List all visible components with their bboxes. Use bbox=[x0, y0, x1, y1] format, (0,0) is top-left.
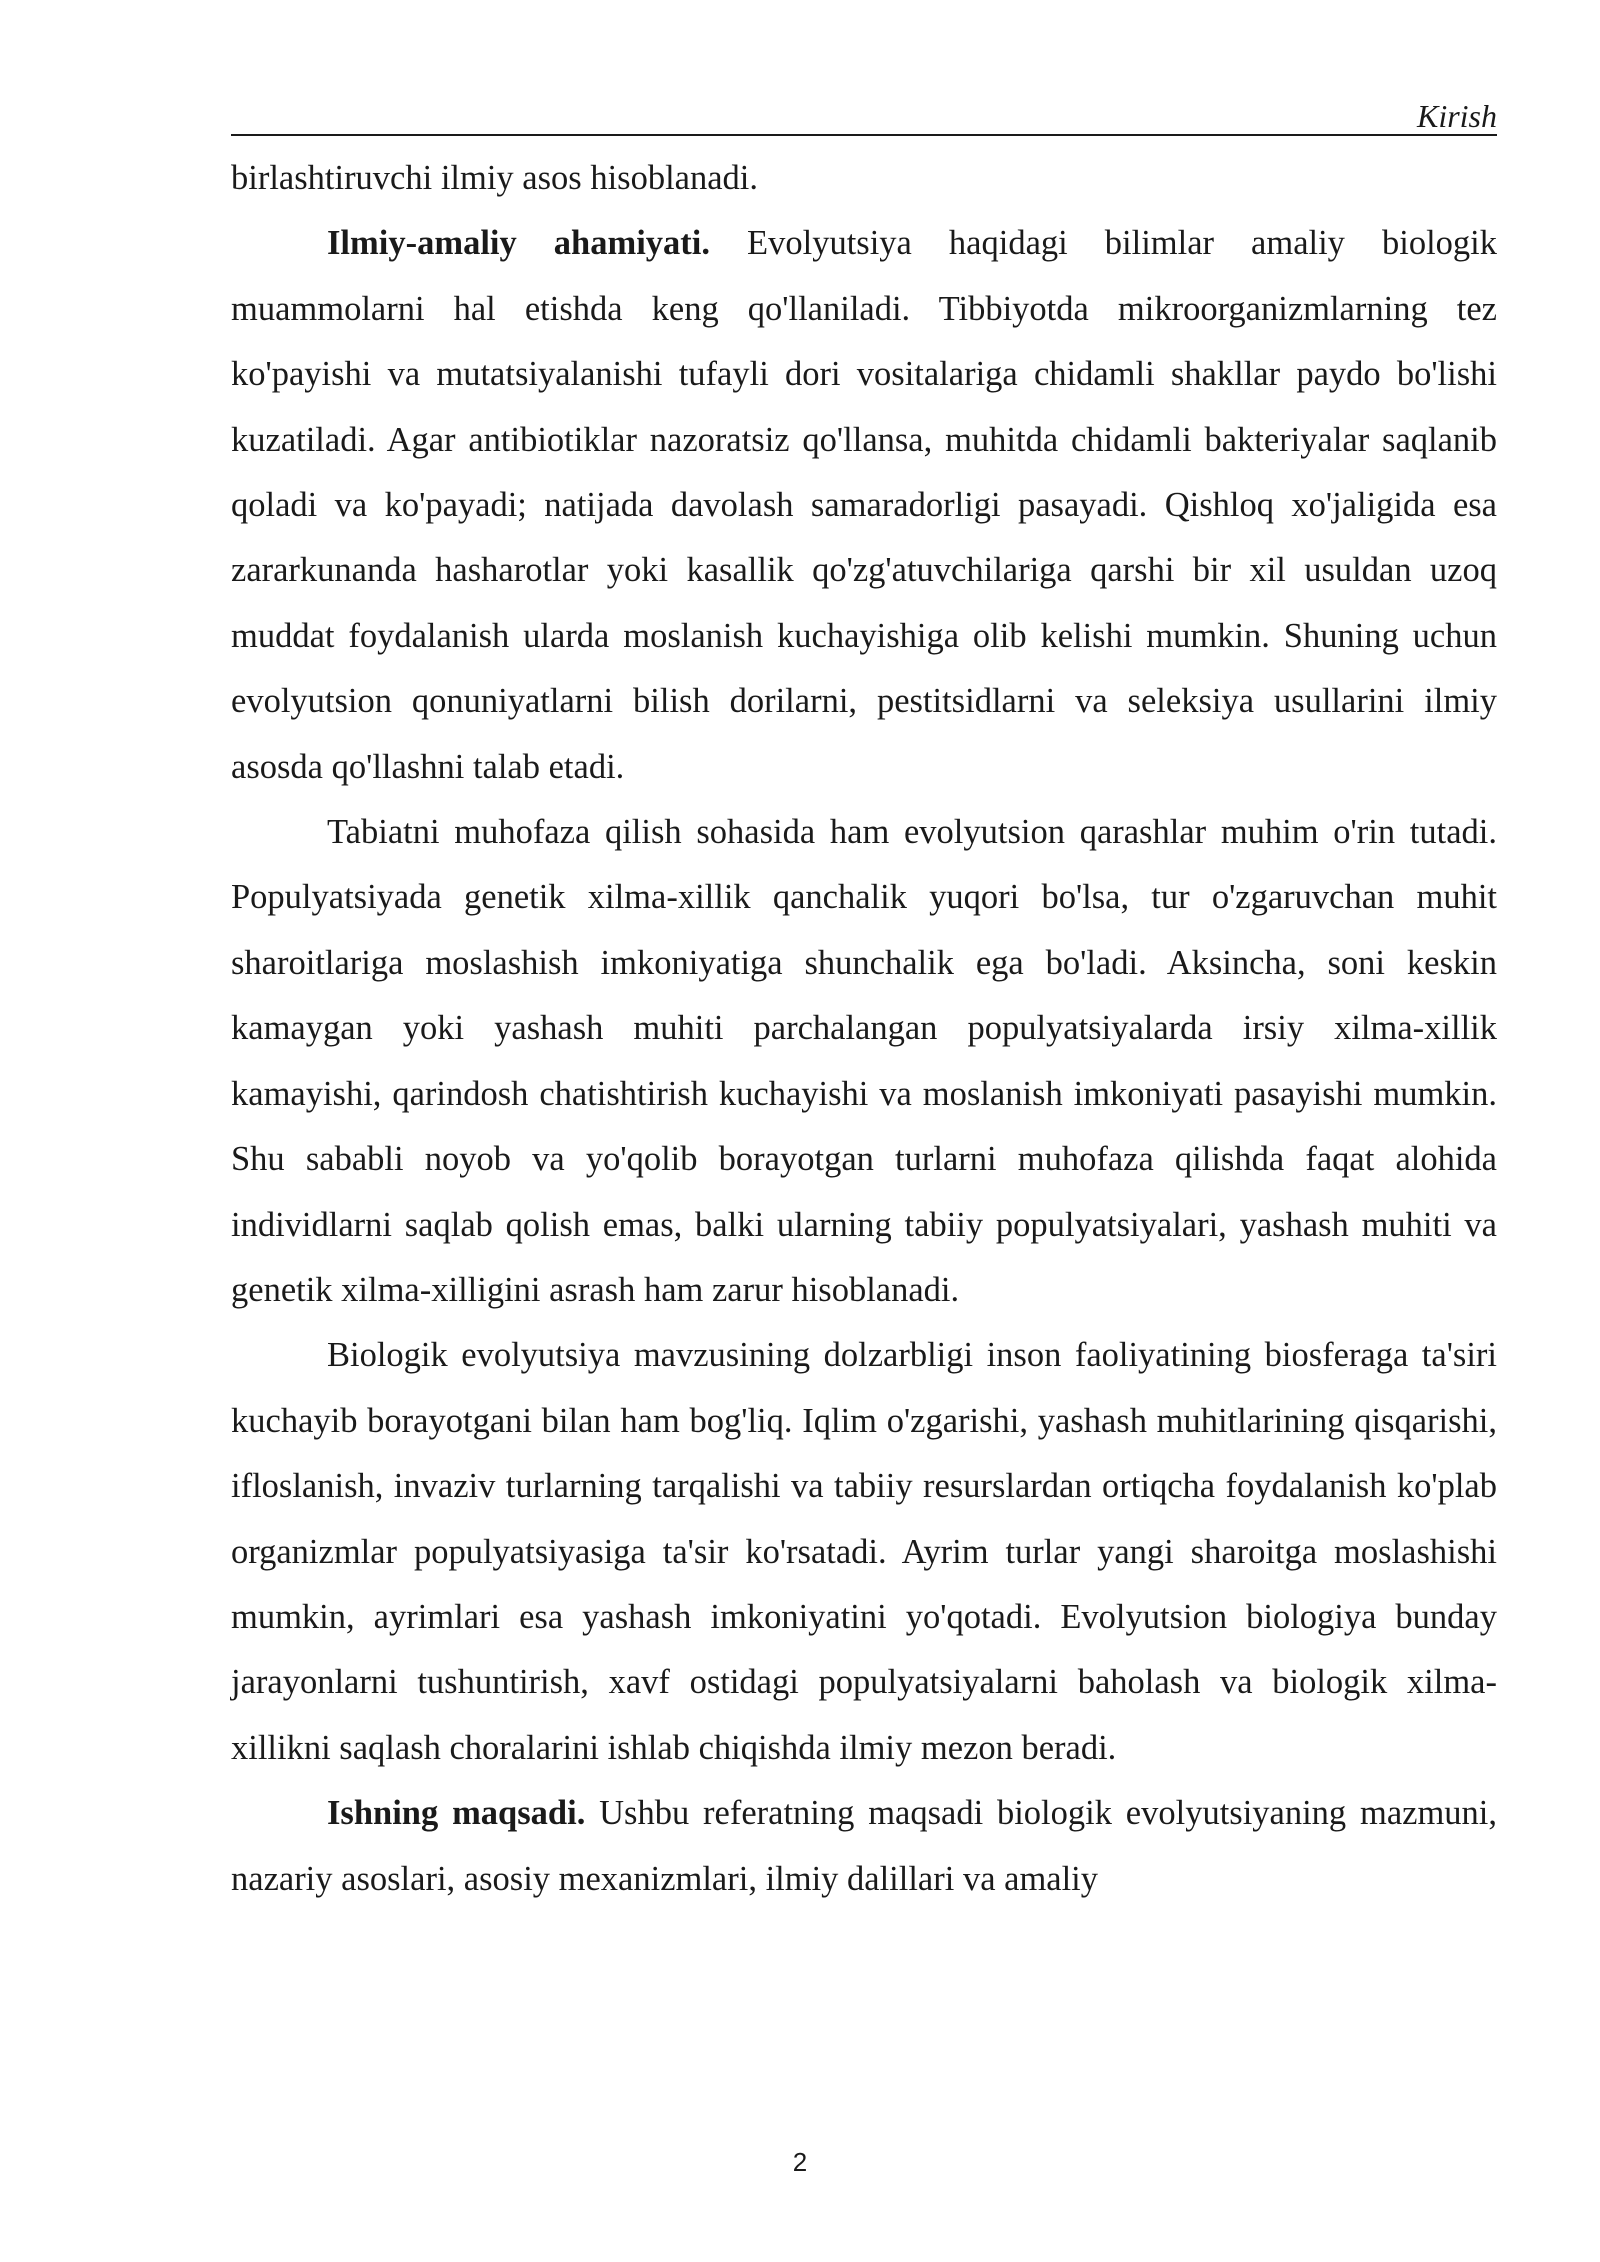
paragraph-lead: Ilmiy-amaliy ahamiyati. bbox=[327, 224, 710, 263]
paragraph-text: Evolyutsiya haqidagi bilimlar amaliy biologik muammolarni hal etishda keng qo'llaniladi. Tibbiyotda mikroorganizmlarning tez ko'payishi va mutatsiyalanishi tufayli dori vositalariga chidamli shakllar paydo bo'lishi kuzatiladi. Agar antibiotiklar nazoratsiz qo'llansa, muhitda chidamli bakteriyalar saqlanib qoladi va ko'payadi; natijada davolash samaradorligi pasayadi. Qishloq xo'jaligida esa zararkunanda hasharotlar yoki kasallik qo'zg'atuvchilariga qarshi bir xil usuldan uzoq muddat foydalanish ularda moslanish kuchayishiga olib kelishi mumkin. Shuning uchun evolyutsion qonuniyatlarni bilish dorilarni, pestitsidlarni va seleksiya usullarini ilmiy asosda qo'llashni talab etadi. bbox=[231, 224, 1497, 786]
paragraph-text: Ushbu referatning maqsadi biologik evolyutsiyaning mazmuni, nazariy asoslari, asosiy mexanizmlari, ilmiy dalillari va amaliy bbox=[231, 1794, 1498, 1898]
paragraph-text: birlashtiruvchi ilmiy asos hisoblanadi. bbox=[231, 159, 759, 197]
paragraph-lead: Ishning maqsadi. bbox=[327, 1794, 586, 1833]
paragraph-continuation bbox=[231, 146, 1497, 211]
paragraph-goal bbox=[231, 1781, 1497, 1912]
header-rule bbox=[231, 134, 1497, 136]
paragraph-practical-significance bbox=[231, 211, 1497, 800]
paragraph-nature-protection bbox=[231, 800, 1497, 1323]
body-text bbox=[231, 146, 1497, 1912]
page-number: 2 bbox=[792, 2147, 808, 2177]
running-header-title: Kirish bbox=[1416, 98, 1497, 134]
paragraph-text: Biologik evolyutsiya mavzusining dolzarbligi inson faoliyatining biosferaga ta'siri kuchayib borayotgani bilan ham bog'liq. Iqlim o'zgarishi, yashash muhitlarining qisqarishi, ifloslanish, invaziv turlarning tarqalishi va tabiiy resurslardan ortiqcha foydalanish ko'plab organizmlar populyatsiyasiga ta'sir ko'rsatadi. Ayrim turlar yangi sharoitga moslashishi mumkin, ayrimlari esa yashash imkoniyatini yo'qotadi. Evolyutsion biologiya bunday jarayonlarni tushuntirish, xavf ostidagi populyatsiyalarni baholash va biologik xilma-xillikni saqlash choralarini ishlab chiqishda ilmiy mezon beradi. bbox=[231, 1336, 1497, 1767]
paragraph-relevance bbox=[231, 1323, 1497, 1781]
paragraph-text: Tabiatni muhofaza qilish sohasida ham evolyutsion qarashlar muhim o'rin tutadi. Populyatsiyada genetik xilma-xillik qanchalik yuqori bo'lsa, tur o'zgaruvchan muhit sharoitlariga moslashish imkoniyatiga shunchalik ega bo'ladi. Aksincha, soni keskin kamaygan yoki yashash muhiti parchalangan populyatsiyalarda irsiy xilma-xillik kamayishi, qarindosh chatishtirish kuchayishi va moslanish imkoniyati pasayishi mumkin. Shu sababli noyob va yo'qolib borayotgan turlarni muhofaza qilishda faqat alohida individlarni saqlab qolish emas, balki ularning tabiiy populyatsiyalari, yashash muhiti va genetik xilma-xilligini asrash ham zarur hisoblanadi. bbox=[231, 813, 1497, 1309]
